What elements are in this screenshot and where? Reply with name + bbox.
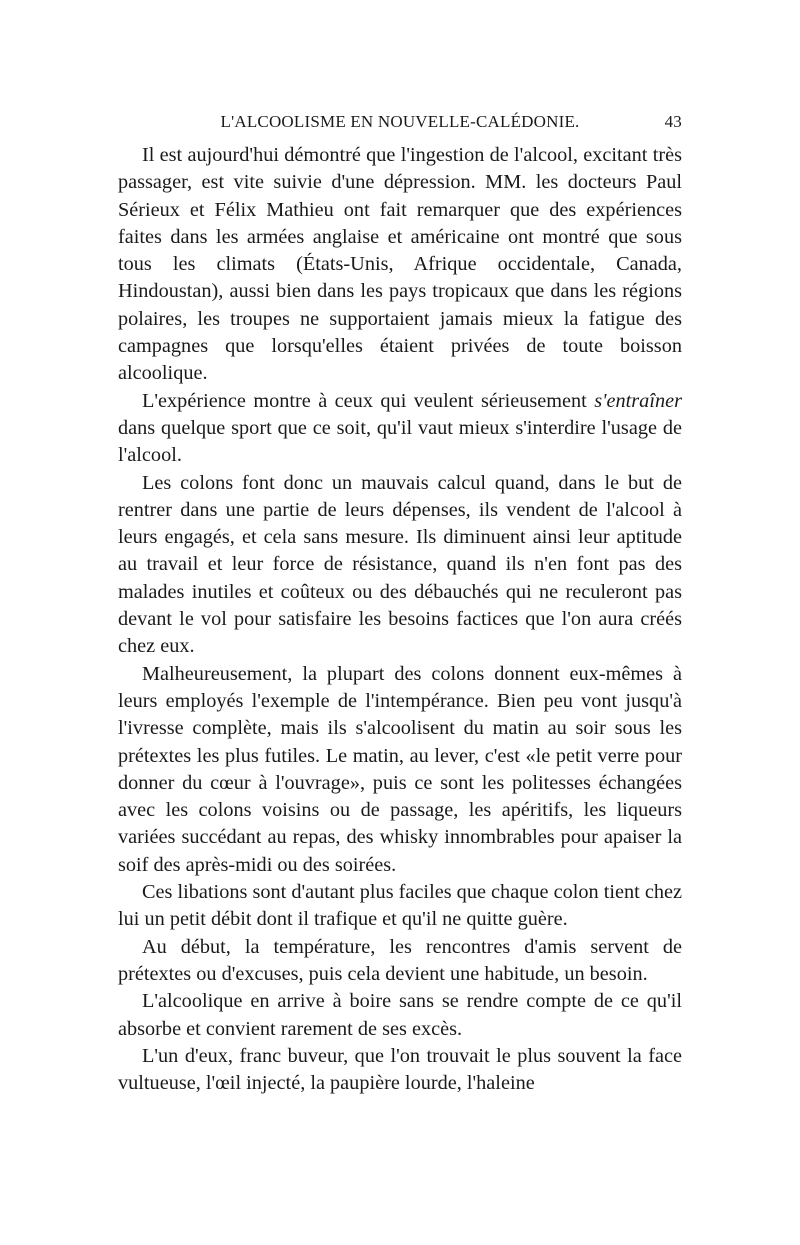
running-head <box>118 112 682 140</box>
page-number: 43 <box>664 112 682 131</box>
paragraph: Les colons font donc un mauvais calcul quand, dans le but de rentrer dans une partie de leurs dépenses, ils vendent de l'alcool à leurs engagés, et cela sans mesure. Ils diminuent ainsi leur aptitude au travail et leur force de résistance, quand ils n'en font pas des malades inutiles et coûteux ou des débauchés qui ne reculeront pas devant le vol pour satisfaire les besoins factices que l'on aura créés chez eux. <box>118 471 682 658</box>
paragraph <box>118 388 682 470</box>
paragraph-text: dans quelque sport que ce soit, qu'il vaut mieux s'interdire l'usage de l'alcool. <box>118 416 682 467</box>
running-title: L'ALCOOLISME EN NOUVELLE-CALÉDONIE. <box>220 112 580 131</box>
paragraph: Malheureusement, la plupart des colons donnent eux-mêmes à leurs employés l'exemple de l'intempérance. Bien peu vont jusqu'à l'ivresse complète, mais ils s'alcoolisent du matin au soir sous les prétextes les plus futiles. Le matin, au lever, c'est «le petit verre pour donner du cœur à l'ouvrage», puis ce sont les politesses échangées avec les colons voisins ou de passage, les apéritifs, les liqueurs variées succédant au repas, des whisky innombrables pour apaiser la soif des après-midi ou des soirées. <box>118 662 682 876</box>
paragraph: L'alcoolique en arrive à boire sans se rendre compte de ce qu'il absorbe et convient rarement de ses excès. <box>118 990 682 1040</box>
paragraph: Ces libations sont d'autant plus faciles que chaque colon tient chez lui un petit débit dont il trafique et qu'il ne quitte guère. <box>118 881 682 931</box>
paragraph: L'un d'eux, franc buveur, que l'on trouvait le plus souvent la face vultueuse, l'œil injecté, la paupière lourde, l'haleine <box>118 1044 682 1095</box>
italic-word: s'entraîner <box>594 389 682 412</box>
paragraph: Il est aujourd'hui démontré que l'ingestion de l'alcool, excitant très passager, est vite suivie d'une dépression. MM. les docteurs Paul Sérieux et Félix Mathieu ont fait remarquer que des expériences faites dans les armées anglaise et américaine ont montré que sous tous les climats (États-Unis, Afrique occidentale, Canada, Hindoustan), aussi bien dans les pays tropicaux que dans les régions polaires, les troupes ne supportaient jamais mieux la fatigue des campagnes que lorsqu'elles étaient privées de toute boisson alcoolique. <box>118 144 682 385</box>
paragraph-text: L'expérience montre à ceux qui veulent sérieusement <box>142 389 595 412</box>
body-text <box>118 142 682 1097</box>
book-page <box>118 112 682 1097</box>
paragraph: Au début, la température, les rencontres d'amis servent de prétextes ou d'excuses, puis cela devient une habitude, un besoin. <box>118 935 682 985</box>
